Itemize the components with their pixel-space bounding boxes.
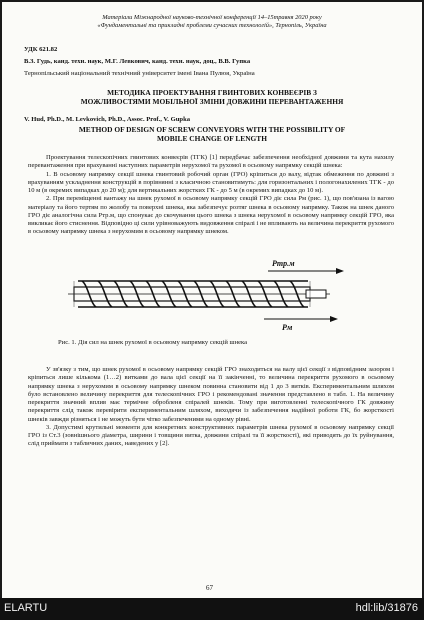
conference-header-line-1: Матеріали Міжнародної науково-технічної конференції 14–15травня 2020 року	[102, 14, 322, 21]
figure-caption: Рис. 1. Дія сил на шнек рухомої в осьовому напрямку секцій шнека	[58, 339, 248, 346]
force-label-bottom: Pм	[282, 323, 293, 331]
document-page	[2, 2, 422, 598]
title-en-line-2: MOBILE CHANGE OF LENGTH	[157, 134, 267, 143]
footer-repository-label: ELARTU	[4, 602, 48, 614]
page-number: 67	[206, 584, 213, 592]
shaft-end	[306, 290, 326, 298]
paragraph: 3. Допустимі крутильні моменти для конкретних конструктивних параметрів шнека рухомої в осьовому напрямку секції ГРО із Ст.3 (зовнішнього діаметра, ширини і товщини витка, довжини спіралі та її жорсткості), які приводять до їх руйнування, слід приймати з табличних даних, наведених у [2].	[28, 423, 394, 448]
paragraph: У зв'язку з тим, що шнек рухомої в осьовому напрямку секцій ГРО знаходиться на валу цієї секції з відповідним зазором і кріпиться лише кількома (1…2) витками до вала цієї секції на її закінченні, то величина перекриття рухомого в осьовому напрямку шнека з нерухомим в осьовому напрямку шнеком повинна становити від 1 до 3 витків. Експериментальним шляхом було встановлено величину перекриття для телескопічних ГРО і рекомендовані значення представлено в табл. 1. На величину перекриття значний вплив має термічне обробленя спіралей шнеків. Тому при виготовленні телескопічного ГК довжину перекриття слід також перевірити експериментальним шляхом, виходячи із забезпечення надійної роботи ГК, бо жорсткості шнеків завжди різняться і не можуть бути чітко забезпеченими на одному рівні.	[28, 366, 394, 423]
title-ua-line-1: МЕТОДИКА ПРОЕКТУВАННЯ ГВИНТОВИХ КОНВЕЄРІВ З	[107, 88, 317, 97]
footer-bar	[0, 598, 424, 620]
force-label-top: Pтр.м	[272, 259, 295, 268]
authors-ua: В.З. Гудь, канд. техн. наук, М.Г. Левкович, канд. техн. наук, доц., В.В. Гупка	[24, 58, 251, 65]
paragraph: 2. При переміщенні вантажу на шнек рухомої в осьовому напрямку секцій ГРО діє сила Pм (рис. 1), що пов'язана із вагою матеріалу та його тертям по жолобу та поверхні шнека, яка забезпечує розтяг шнека в осьовому напрямку. Також на шнек даного ГРО діє аналогічна сила Pтр.м, що спонукає до скочування цього шнека з шнека нерухомої в осьовому напрямку секцій ГРО, яка викликає його стиснення. Відповідно ці сили урівноважують видовження спіралі і не впливають на величина перекриття рухомого в осьовому напрямку шнека з нерухомим в осьовому напрямку шнеком.	[28, 195, 394, 236]
footer-handle: hdl:lib/31876	[355, 602, 418, 614]
paragraph: 1. В осьовому напрямку секції шнека гвинтовий робочий орган (ГРО) кріпиться до валу, відтак обмеження по довжині з врахуванням ускладнення конструкцій в порівнянні з класичною становитимуть: для горизонтальних і пологонахилених ТГК - до 10 м (в окремих випадках до 20 м); для вертикальних жорстких ГК - до 5 м (в окремих випадках до 10 м).	[28, 170, 394, 194]
body-text-top	[28, 154, 394, 237]
paragraph: Проектування телескопічних гвинтових конвеєрів (ТГК) [1] передбачає забезпечення необхідної довжини та кута нахилу перевантаження при врахуванні наступних параметрів нерухомої та рухомої в осьовому напрямку секцій шнека:	[28, 154, 394, 170]
authors-en: V. Hud, Ph.D., M. Levkovich, Ph.D., Assoc. Prof., V. Gupka	[24, 116, 191, 123]
udc-code: УДК 621.82	[24, 46, 58, 53]
title-en-line-1: METHOD OF DESIGN OF SCREW CONVEYORS WITH THE POSSIBILITY OF	[78, 125, 346, 134]
conference-header-line-2: «Фундаментальні та прикладні проблеми сучасних технологій», Тернопіль, Україна	[97, 22, 327, 29]
body-text-bottom	[28, 366, 394, 449]
title-ua-line-2: МОЖЛИВОСТЯМИ МОБІЛЬНОЇ ЗМІНИ ДОВЖИНИ ПЕРЕВАНТАЖЕННЯ	[80, 97, 344, 106]
screw-conveyor-figure	[68, 257, 358, 331]
affiliation: Тернопільський національний технічний університет імені Івана Пулюя, Україна	[24, 70, 255, 77]
